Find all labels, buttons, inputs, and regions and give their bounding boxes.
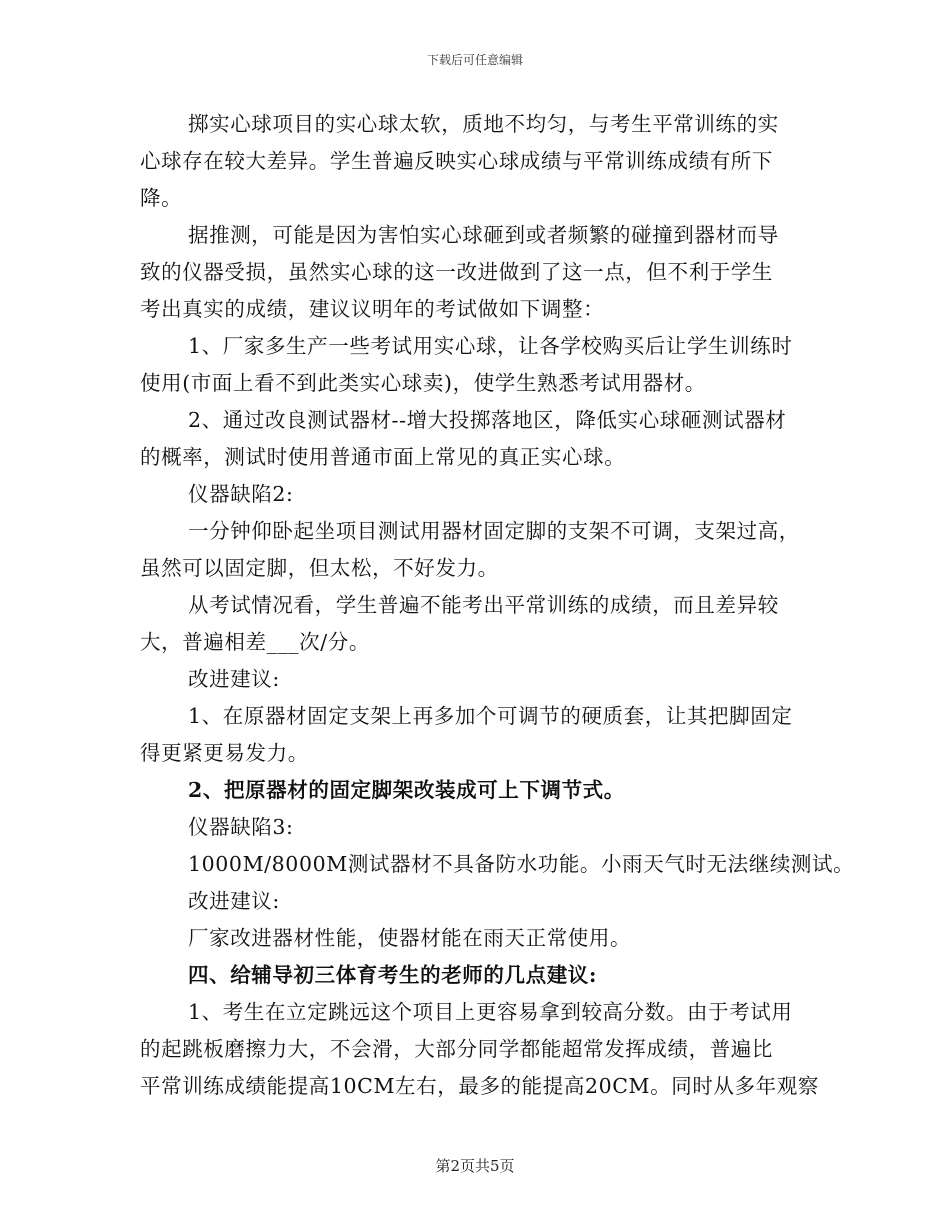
- paragraph-line: 使用(市面上看不到此类实心球卖)，使学生熟悉考试用器材。: [140, 371, 706, 395]
- section-label: 仪器缺陷2:: [188, 482, 294, 506]
- section-label: 仪器缺陷3:: [188, 815, 294, 839]
- section-label: 改进建议:: [188, 667, 280, 691]
- paragraph-line: 的概率，测试时使用普通市面上常见的真正实心球。: [140, 445, 626, 469]
- bold-paragraph-line: 2、把原器材的固定脚架改装成可上下调节式。: [188, 778, 625, 802]
- paragraph-line: 1、考生在立定跳远这个项目上更容易拿到较高分数。由于考试用: [188, 1000, 793, 1024]
- paragraph-line: 掷实心球项目的实心球太软，质地不均匀，与考生平常训练的实: [188, 112, 779, 136]
- paragraph-line: 降。: [140, 186, 183, 210]
- paragraph-line: 平常训练成绩能提高10CM左右，最多的能提高20CM。同时从多年观察: [140, 1074, 819, 1098]
- page-footer: 第2页共5页: [435, 1157, 515, 1175]
- paragraph-line: 2、通过改良测试器材--增大投掷落地区，降低实心球砸测试器材: [188, 408, 787, 432]
- paragraph-line: 从考试情况看，学生普遍不能考出平常训练的成绩，而且差异较: [188, 593, 779, 617]
- paragraph-line: 1000M/8000M测试器材不具备防水功能。小雨天气时无法继续测试。: [188, 852, 855, 876]
- paragraph-line: 据推测，可能是因为害怕实心球砸到或者频繁的碰撞到器材而导: [188, 223, 779, 247]
- paragraph-line: 一分钟仰卧起坐项目测试用器材固定脚的支架不可调，支架过高，: [188, 519, 800, 543]
- paragraph-line: 心球存在较大差异。学生普遍反映实心球成绩与平常训练成绩有所下: [140, 149, 773, 173]
- section-label: 改进建议:: [188, 889, 280, 913]
- paragraph-line: 厂家改进器材性能，使器材能在雨天正常使用。: [188, 926, 632, 950]
- paragraph-line: 虽然可以固定脚，但太松，不好发力。: [140, 556, 499, 580]
- paragraph-line: 大，普遍相差___次/分。: [140, 630, 370, 654]
- paragraph-line: 致的仪器受损，虽然实心球的这一改进做到了这一点，但不利于学生: [140, 260, 773, 284]
- paragraph-line: 的起跳板磨擦力大，不会滑，大部分同学都能超常发挥成绩，普遍比: [140, 1037, 773, 1061]
- section-heading: 四、给辅导初三体育考生的老师的几点建议:: [188, 963, 598, 987]
- paragraph-line: 得更紧更易发力。: [140, 741, 309, 765]
- paragraph-line: 考出真实的成绩，建议议明年的考试做如下调整：: [140, 297, 605, 321]
- page-header: 下载后可任意编辑: [426, 53, 523, 67]
- paragraph-line: 1、在原器材固定支架上再多加个可调节的硬质套，让其把脚固定: [188, 704, 793, 728]
- paragraph-line: 1、厂家多生产一些考试用实心球，让各学校购买后让学生训练时: [188, 334, 793, 358]
